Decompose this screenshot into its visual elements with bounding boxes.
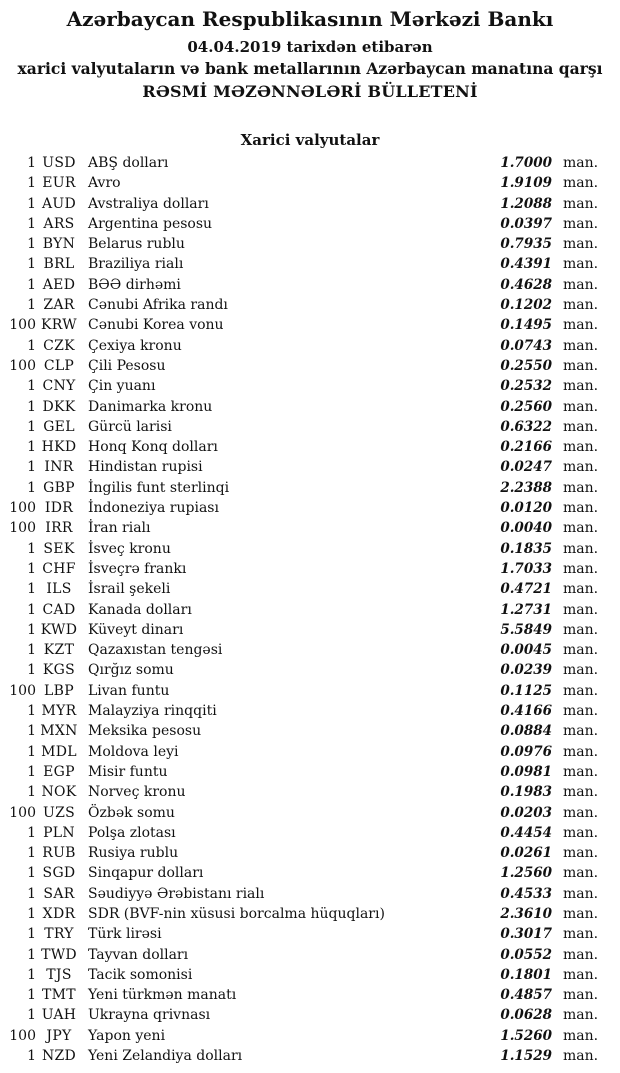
row-unit: man.: [563, 804, 599, 821]
row-quantity: 100: [9, 1027, 36, 1044]
row-name: İndoneziya rupiası: [88, 500, 219, 517]
row-name: Cənubi Korea vonu: [88, 317, 224, 334]
table-row: [0, 457, 620, 477]
row-rate: 1.7033: [500, 560, 552, 577]
table-row: [0, 965, 620, 985]
row-rate: 0.0981: [500, 763, 552, 780]
row-rate: 0.0397: [500, 215, 552, 232]
table-row: [0, 336, 620, 356]
table-row: [0, 275, 620, 295]
row-unit: man.: [563, 520, 599, 537]
row-unit: man.: [563, 1007, 599, 1024]
row-rate: 0.0884: [500, 723, 552, 740]
row-unit: man.: [563, 297, 599, 314]
row-unit: man.: [563, 337, 599, 354]
row-quantity: 100: [9, 317, 36, 334]
row-quantity: 1: [27, 560, 36, 577]
row-code: MDL: [41, 743, 77, 760]
row-name: Danimarka kronu: [88, 398, 213, 415]
row-unit: man.: [563, 398, 599, 415]
row-code: EUR: [42, 175, 76, 192]
row-unit: man.: [563, 276, 599, 293]
row-name: Cənubi Afrika randı: [88, 297, 228, 314]
row-quantity: 100: [9, 520, 36, 537]
row-name: Səudiyyə Ərəbistanı rialı: [88, 885, 265, 902]
row-unit: man.: [563, 926, 599, 943]
row-code: NZD: [41, 1048, 77, 1065]
row-code: KWD: [40, 621, 78, 638]
row-code: DKK: [42, 398, 76, 415]
row-unit: man.: [563, 845, 599, 862]
row-name: İran rialı: [88, 520, 151, 537]
effective-date-line: 04.04.2019 tarixdən etibarən: [187, 38, 433, 56]
row-rate: 1.2731: [500, 601, 552, 618]
row-unit: man.: [563, 642, 599, 659]
row-code: EGP: [43, 763, 75, 780]
row-unit: man.: [563, 784, 599, 801]
row-quantity: 1: [27, 601, 36, 618]
row-unit: man.: [563, 479, 599, 496]
row-unit: man.: [563, 743, 599, 760]
row-name: Moldova leyi: [88, 743, 179, 760]
row-name: Yapon yeni: [88, 1027, 166, 1044]
row-unit: man.: [563, 763, 599, 780]
row-unit: man.: [563, 459, 599, 476]
table-row: [0, 945, 620, 965]
table-row: [0, 660, 620, 680]
row-unit: man.: [563, 540, 599, 557]
row-quantity: 1: [27, 378, 36, 395]
row-quantity: 1: [27, 885, 36, 902]
row-code: SGD: [42, 865, 76, 882]
row-name: Çili Pesosu: [88, 357, 166, 374]
currency-table: [0, 153, 620, 1066]
row-quantity: 1: [27, 905, 36, 922]
row-name: Hindistan rupisi: [88, 459, 203, 476]
row-code: RUB: [42, 845, 76, 862]
table-row: [0, 762, 620, 782]
row-rate: 0.0743: [500, 337, 552, 354]
table-row: [0, 600, 620, 620]
row-quantity: 1: [27, 966, 36, 983]
row-name: Qazaxıstan tengəsi: [88, 642, 223, 659]
row-unit: man.: [563, 1048, 599, 1065]
row-name: İsveç kronu: [88, 540, 171, 557]
row-unit: man.: [563, 236, 599, 253]
row-name: Livan funtu: [88, 682, 170, 699]
row-unit: man.: [563, 601, 599, 618]
row-quantity: 1: [27, 926, 36, 943]
row-unit: man.: [563, 215, 599, 232]
table-row: [0, 1005, 620, 1025]
row-quantity: 1: [27, 337, 36, 354]
row-quantity: 1: [27, 946, 36, 963]
row-unit: man.: [563, 581, 599, 598]
row-name: İsveçrə frankı: [88, 560, 187, 577]
row-rate: 0.4721: [500, 581, 552, 598]
table-row: [0, 173, 620, 193]
row-name: Qırğız somu: [88, 662, 174, 679]
row-code: CZK: [43, 337, 75, 354]
row-name: SDR (BVF-nin xüsusi borcalma hüquqları): [88, 905, 385, 922]
row-rate: 0.0552: [500, 946, 552, 963]
row-rate: 0.4391: [500, 256, 552, 273]
row-code: ARS: [43, 215, 75, 232]
row-rate: 1.1529: [500, 1048, 552, 1065]
row-name: İngilis funt sterlinqi: [88, 479, 230, 496]
table-row: [0, 356, 620, 376]
row-unit: man.: [563, 824, 599, 841]
table-row: [0, 153, 620, 173]
table-row: [0, 498, 620, 518]
table-row: [0, 478, 620, 498]
row-quantity: 1: [27, 439, 36, 456]
table-row: [0, 742, 620, 762]
table-row: [0, 397, 620, 417]
bulletin-subtitle: xarici valyutaların və bank metallarının Azərbaycan manatına qarşı: [17, 59, 603, 78]
table-row: [0, 214, 620, 234]
row-rate: 0.4628: [500, 276, 552, 293]
row-code: CHF: [42, 560, 76, 577]
table-row: [0, 843, 620, 863]
table-row: [0, 803, 620, 823]
row-unit: man.: [563, 987, 599, 1004]
row-name: Meksika pesosu: [88, 723, 202, 740]
row-rate: 0.0628: [500, 1007, 552, 1024]
row-name: Çexiya kronu: [88, 337, 182, 354]
row-code: JPY: [46, 1027, 72, 1044]
row-rate: 0.2532: [500, 378, 552, 395]
row-name: ABŞ dolları: [88, 155, 169, 171]
row-unit: man.: [563, 885, 599, 902]
row-name: Yeni türkmən manatı: [88, 987, 237, 1004]
section-title-foreign-currencies: Xarici valyutalar: [240, 131, 380, 149]
row-rate: 0.4454: [500, 824, 552, 841]
row-name: Malayziya rinqqiti: [88, 703, 217, 720]
row-rate: 0.0045: [500, 642, 552, 659]
row-rate: 0.1801: [500, 966, 552, 983]
row-code: GBP: [43, 479, 75, 496]
row-name: İsrail şekeli: [88, 581, 171, 598]
table-row: [0, 417, 620, 437]
row-code: UAH: [41, 1007, 77, 1024]
row-rate: 2.2388: [500, 479, 552, 496]
row-rate: 1.2088: [500, 195, 552, 212]
table-row: [0, 721, 620, 741]
row-name: Argentina pesosu: [88, 215, 213, 232]
row-unit: man.: [563, 256, 599, 273]
table-row: [0, 924, 620, 944]
row-quantity: 1: [27, 297, 36, 314]
row-quantity: 1: [27, 418, 36, 435]
row-rate: 1.9109: [500, 175, 552, 192]
row-quantity: 1: [27, 195, 36, 212]
row-code: AUD: [41, 195, 77, 212]
table-row: [0, 234, 620, 254]
row-rate: 0.0976: [500, 743, 552, 760]
row-name: Tacik somonisi: [88, 966, 193, 983]
row-quantity: 100: [9, 500, 36, 517]
row-unit: man.: [563, 560, 599, 577]
table-row: [0, 437, 620, 457]
row-name: Ukrayna qrivnası: [88, 1007, 211, 1024]
row-quantity: 1: [27, 723, 36, 740]
table-row: [0, 559, 620, 579]
row-code: TRY: [44, 926, 74, 943]
row-unit: man.: [563, 966, 599, 983]
row-quantity: 1: [27, 642, 36, 659]
row-quantity: 1: [27, 215, 36, 232]
row-rate: 0.7935: [500, 236, 552, 253]
row-name: Özbək somu: [88, 804, 175, 821]
row-rate: 1.7000: [500, 155, 552, 171]
table-row: [0, 884, 620, 904]
row-quantity: 1: [27, 459, 36, 476]
row-rate: 0.4857: [500, 987, 552, 1004]
row-rate: 0.0261: [500, 845, 552, 862]
row-quantity: 1: [27, 540, 36, 557]
row-name: BƏƏ dirhəmi: [88, 276, 181, 293]
row-name: Çin yuanı: [88, 378, 156, 395]
row-rate: 0.0040: [500, 520, 552, 537]
row-rate: 0.3017: [500, 926, 552, 943]
row-code: TMT: [42, 987, 76, 1004]
row-quantity: 1: [27, 621, 36, 638]
row-quantity: 1: [27, 824, 36, 841]
row-quantity: 1: [27, 155, 36, 171]
table-row: [0, 863, 620, 883]
row-quantity: 1: [27, 1007, 36, 1024]
table-row: [0, 376, 620, 396]
row-code: CAD: [42, 601, 76, 618]
table-row: [0, 295, 620, 315]
row-unit: man.: [563, 155, 599, 171]
row-code: KZT: [43, 642, 75, 659]
row-quantity: 1: [27, 479, 36, 496]
row-unit: man.: [563, 865, 599, 882]
table-row: [0, 539, 620, 559]
row-code: USD: [42, 155, 76, 171]
bulletin-title: RƏSMİ MƏZƏNNƏLƏRİ BÜLLETENİ: [142, 82, 478, 101]
row-code: PLN: [43, 824, 75, 841]
row-code: IDR: [44, 500, 74, 517]
row-code: IRR: [45, 520, 73, 537]
row-code: SAR: [43, 885, 75, 902]
row-name: Türk lirəsi: [88, 926, 162, 943]
row-name: Honq Konq dolları: [88, 439, 218, 456]
row-unit: man.: [563, 195, 599, 212]
row-quantity: 1: [27, 865, 36, 882]
table-row: [0, 254, 620, 274]
row-unit: man.: [563, 723, 599, 740]
row-unit: man.: [563, 357, 599, 374]
row-rate: 1.5260: [500, 1027, 552, 1044]
row-unit: man.: [563, 418, 599, 435]
row-quantity: 1: [27, 662, 36, 679]
row-code: CLP: [43, 357, 75, 374]
row-code: ZAR: [43, 297, 75, 314]
row-code: AED: [42, 276, 76, 293]
row-unit: man.: [563, 378, 599, 395]
table-row: [0, 640, 620, 660]
row-quantity: 1: [27, 236, 36, 253]
row-name: Avstraliya dolları: [88, 195, 209, 212]
row-quantity: 1: [27, 743, 36, 760]
table-row: [0, 782, 620, 802]
row-unit: man.: [563, 1027, 599, 1044]
table-row: [0, 985, 620, 1005]
row-unit: man.: [563, 621, 599, 638]
table-row: [0, 315, 620, 335]
row-code: INR: [44, 459, 74, 476]
row-name: Kanada dolları: [88, 601, 192, 618]
row-code: LBP: [44, 682, 74, 699]
row-quantity: 100: [9, 682, 36, 699]
row-quantity: 1: [27, 256, 36, 273]
row-quantity: 1: [27, 703, 36, 720]
row-code: TWD: [41, 946, 77, 963]
row-name: Polşa zlotası: [88, 824, 176, 841]
row-rate: 0.4533: [500, 885, 552, 902]
row-name: Belarus rublu: [88, 236, 185, 253]
row-name: Rusiya rublu: [88, 845, 179, 862]
row-code: SEK: [43, 540, 75, 557]
row-unit: man.: [563, 905, 599, 922]
row-quantity: 1: [27, 581, 36, 598]
row-rate: 0.1202: [500, 297, 552, 314]
table-row: [0, 518, 620, 538]
row-name: Gürcü larisi: [88, 418, 172, 435]
row-code: KGS: [42, 662, 76, 679]
row-quantity: 1: [27, 987, 36, 1004]
row-rate: 0.0247: [500, 459, 552, 476]
row-rate: 0.1835: [500, 540, 552, 557]
row-rate: 0.0120: [500, 500, 552, 517]
row-quantity: 1: [27, 276, 36, 293]
table-row: [0, 701, 620, 721]
row-rate: 0.1495: [500, 317, 552, 334]
row-name: Küveyt dinarı: [88, 621, 184, 638]
row-unit: man.: [563, 682, 599, 699]
row-name: Braziliya rialı: [88, 256, 184, 273]
row-quantity: 1: [27, 398, 36, 415]
row-quantity: 1: [27, 175, 36, 192]
row-code: GEL: [43, 418, 75, 435]
table-row: [0, 194, 620, 214]
row-rate: 0.4166: [500, 703, 552, 720]
row-code: BRL: [43, 256, 75, 273]
row-code: KRW: [41, 317, 77, 334]
row-unit: man.: [563, 175, 599, 192]
row-code: ILS: [46, 581, 72, 598]
table-row: [0, 1046, 620, 1066]
row-unit: man.: [563, 317, 599, 334]
row-rate: 0.2166: [500, 439, 552, 456]
table-row: [0, 579, 620, 599]
row-code: XDR: [42, 905, 76, 922]
row-code: MYR: [41, 703, 77, 720]
row-unit: man.: [563, 946, 599, 963]
row-code: UZS: [42, 804, 76, 821]
row-rate: 0.0239: [500, 662, 552, 679]
row-quantity: 1: [27, 784, 36, 801]
row-rate: 0.1125: [500, 682, 552, 699]
row-name: Norveç kronu: [88, 784, 186, 801]
row-code: TJS: [46, 966, 72, 983]
row-rate: 0.2560: [500, 398, 552, 415]
row-unit: man.: [563, 439, 599, 456]
row-unit: man.: [563, 662, 599, 679]
row-name: Sinqapur dolları: [88, 865, 204, 882]
bank-name-title: Azərbaycan Respublikasının Mərkəzi Bankı: [66, 7, 554, 31]
row-name: Tayvan dolları: [88, 946, 189, 963]
row-rate: 1.2560: [500, 865, 552, 882]
table-row: [0, 1026, 620, 1046]
row-code: MXN: [40, 723, 78, 740]
bulletin-header: [0, 6, 620, 103]
row-name: Avro: [88, 175, 121, 192]
row-rate: 2.3610: [500, 905, 552, 922]
row-code: HKD: [41, 439, 77, 456]
table-row: [0, 823, 620, 843]
row-rate: 5.5849: [500, 621, 552, 638]
row-unit: man.: [563, 500, 599, 517]
row-rate: 0.6322: [500, 418, 552, 435]
row-name: Misir funtu: [88, 763, 168, 780]
table-row: [0, 681, 620, 701]
row-quantity: 1: [27, 763, 36, 780]
row-code: CNY: [42, 378, 76, 395]
row-code: BYN: [42, 236, 76, 253]
row-unit: man.: [563, 703, 599, 720]
row-quantity: 1: [27, 1048, 36, 1065]
row-rate: 0.0203: [500, 804, 552, 821]
row-rate: 0.2550: [500, 357, 552, 374]
row-rate: 0.1983: [500, 784, 552, 801]
row-name: Yeni Zelandiya dolları: [88, 1048, 243, 1065]
row-quantity: 100: [9, 357, 36, 374]
row-quantity: 100: [9, 804, 36, 821]
table-row: [0, 620, 620, 640]
row-code: NOK: [41, 784, 77, 801]
row-quantity: 1: [27, 845, 36, 862]
table-row: [0, 904, 620, 924]
